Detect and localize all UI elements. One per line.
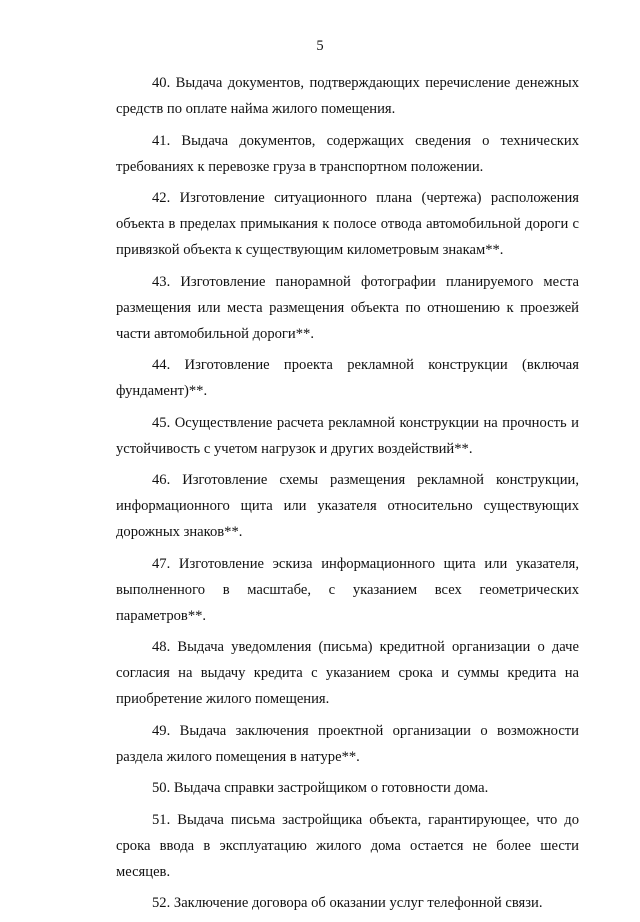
list-item: 48. Выдача уведомления (письма) кредитной организации о даче согласия на выдачу кредита с указанием срока и суммы кредита на приобретение жилого помещения. <box>116 639 579 707</box>
page-number: 5 <box>316 38 324 54</box>
document-body <box>116 70 579 922</box>
list-item: 46. Изготовление схемы размещения рекламной конструкции, информационного щита или указателя относительно существующих дорожных знаков**. <box>116 472 579 540</box>
list-item: 52. Заключение договора об оказании услуг телефонной связи. <box>152 895 543 911</box>
list-item: 43. Изготовление панорамной фотографии планируемого места размещения или места размещения объекта по отношению к проезжей части автомобильной дороги**. <box>116 273 579 342</box>
list-item: 49. Выдача заключения проектной организации о возможности раздела жилого помещения в натуре**. <box>116 722 579 765</box>
list-item: 44. Изготовление проекта рекламной конструкции (включая фундамент)**. <box>116 357 579 399</box>
list-item: 41. Выдача документов, содержащих сведения о технических требованиях к перевозке груза в транспортном положении. <box>116 132 579 175</box>
list-item: 42. Изготовление ситуационного плана (чертежа) расположения объекта в пределах примыкания к полосе отвода автомобильной дороги с привязкой объекта к существующим километровым знакам**. <box>116 190 579 258</box>
list-item: 47. Изготовление эскиза информационного щита или указателя, выполненного в масштабе, с указанием всех геометрических параметров**. <box>116 555 579 624</box>
list-item: 40. Выдача документов, подтверждающих перечисление денежных средств по оплате найма жилого помещения. <box>116 75 579 117</box>
list-item: 51. Выдача письма застройщика объекта, гарантирующее, что до срока ввода в эксплуатацию жилого дома остается не более шести месяцев. <box>116 811 579 880</box>
list-item: 45. Осуществление расчета рекламной конструкции на прочность и устойчивость с учетом нагрузок и других воздействий**. <box>116 414 579 457</box>
list-item: 50. Выдача справки застройщиком о готовности дома. <box>152 780 489 796</box>
